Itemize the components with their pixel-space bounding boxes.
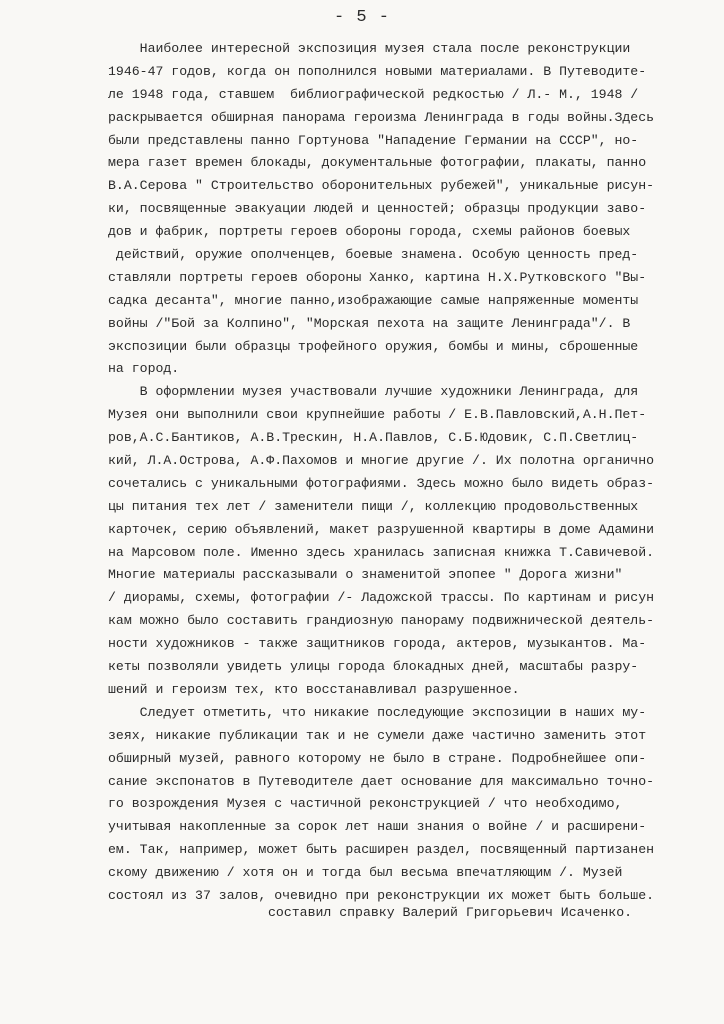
text-line: раскрывается обширная панорама героизма Ленинграда в годы войны.Здесь	[108, 109, 655, 125]
text-line: на город.	[108, 361, 180, 377]
text-line: мера газет времен блокады, документальные фотографии, плакаты, панно	[108, 155, 647, 171]
text-line: ем. Так, например, может быть расширен раздел, посвященный партизанен	[108, 842, 655, 858]
text-line: ки, посвященные эвакуации людей и ценностей; образцы продукции заво-	[108, 201, 647, 217]
text-line: состоял из 37 залов, очевидно при реконструкции их может быть больше.	[108, 887, 655, 903]
text-line: В оформлении музея участвовали лучшие художники Ленинграда, для	[108, 384, 639, 400]
text-line: ставляли портреты героев обороны Ханко, картина Н.Х.Рутковского "Вы-	[108, 269, 647, 285]
text-line: на Марсовом поле. Именно здесь хранилась записная книжка Т.Савичевой.	[108, 544, 655, 560]
text-line: сочетались с уникальными фотографиями. Здесь можно было видеть образ-	[108, 475, 655, 491]
page-number: - 5 -	[333, 8, 390, 27]
text-line: го возрождения Музея с частичной реконструкцией / что необходимо,	[108, 796, 623, 812]
text-line: ров,А.С.Бантиков, А.В.Трескин, Н.А.Павлов, С.Б.Юдовик, С.П.Светлиц-	[108, 430, 639, 446]
text-line: дов и фабрик, портреты героев обороны города, схемы районов боевых	[108, 224, 631, 240]
text-line: обширный музей, равного которому не было в стране. Подробнейшее опи-	[108, 750, 647, 766]
text-line: войны /"Бой за Колпино", "Морская пехота на защите Ленинграда"/. В	[108, 315, 631, 331]
text-line: Многие материалы рассказывали о знаменитой эпопее " Дорога жизни"	[108, 567, 623, 583]
text-line: ле 1948 года, ставшем библиографической редкостью / Л.- М., 1948 /	[108, 86, 639, 102]
text-line: были представлены панно Гортунова "Нападение Германии на СССР", но-	[108, 132, 639, 148]
text-line: кеты позволяли увидеть улицы города блокадных дней, масштабы разру-	[108, 659, 639, 675]
text-line: действий, оружие ополченцев, боевые знамена. Особую ценность пред-	[108, 247, 639, 263]
text-line: шений и героизм тех, кто восстанавливал разрушенное.	[108, 681, 520, 697]
document-body	[108, 38, 698, 908]
text-line: кий, Л.А.Острова, А.Ф.Пахомов и многие другие /. Их полотна органично	[108, 453, 655, 469]
text-line: / диорамы, схемы, фотографии /- Ладожской трассы. По картинам и рисун	[108, 590, 655, 606]
text-line: ности художников - также защитников города, актеров, музыкантов. Ма-	[108, 636, 647, 652]
text-line: учитывая накопленные за сорок лет наши знания о войне / и расширени-	[108, 819, 647, 835]
text-line: садка десанта", многие панно,изображающие самые напряженные моменты	[108, 292, 639, 308]
text-line: кам можно было составить грандиозную панораму подвижнической деятель-	[108, 613, 655, 629]
text-line: карточек, серию объявлений, макет разрушенной квартиры в доме Адамини	[108, 521, 655, 537]
text-line: Музея они выполнили свои крупнейшие работы / Е.В.Павловский,А.Н.Пет-	[108, 407, 647, 423]
signature-line: составил справку Валерий Григорьевич Исаченко.	[268, 905, 633, 920]
text-line: 1946-47 годов, когда он пополнился новыми материалами. В Путеводите-	[108, 63, 647, 79]
text-line: скому движению / хотя он и тогда был весьма впечатляющим /. Музей	[108, 865, 623, 881]
text-line: Следует отметить, что никакие последующие экспозиции в наших му-	[108, 704, 647, 720]
text-line: сание экспонатов в Путеводителе дает основание для максимально точно-	[108, 773, 655, 789]
text-line: экспозиции были образцы трофейного оружия, бомбы и мины, сброшенные	[108, 338, 639, 354]
text-line: цы питания тех лет / заменители пищи /, коллекцию продовольственных	[108, 498, 639, 514]
text-line: зеях, никакие публикации так и не сумели даже частично заменить этот	[108, 727, 647, 743]
text-line: Наиболее интересной экспозиция музея стала после реконструкции	[108, 41, 631, 56]
text-line: В.А.Серова " Строительство оборонительных рубежей", уникальные рисун-	[108, 178, 655, 194]
